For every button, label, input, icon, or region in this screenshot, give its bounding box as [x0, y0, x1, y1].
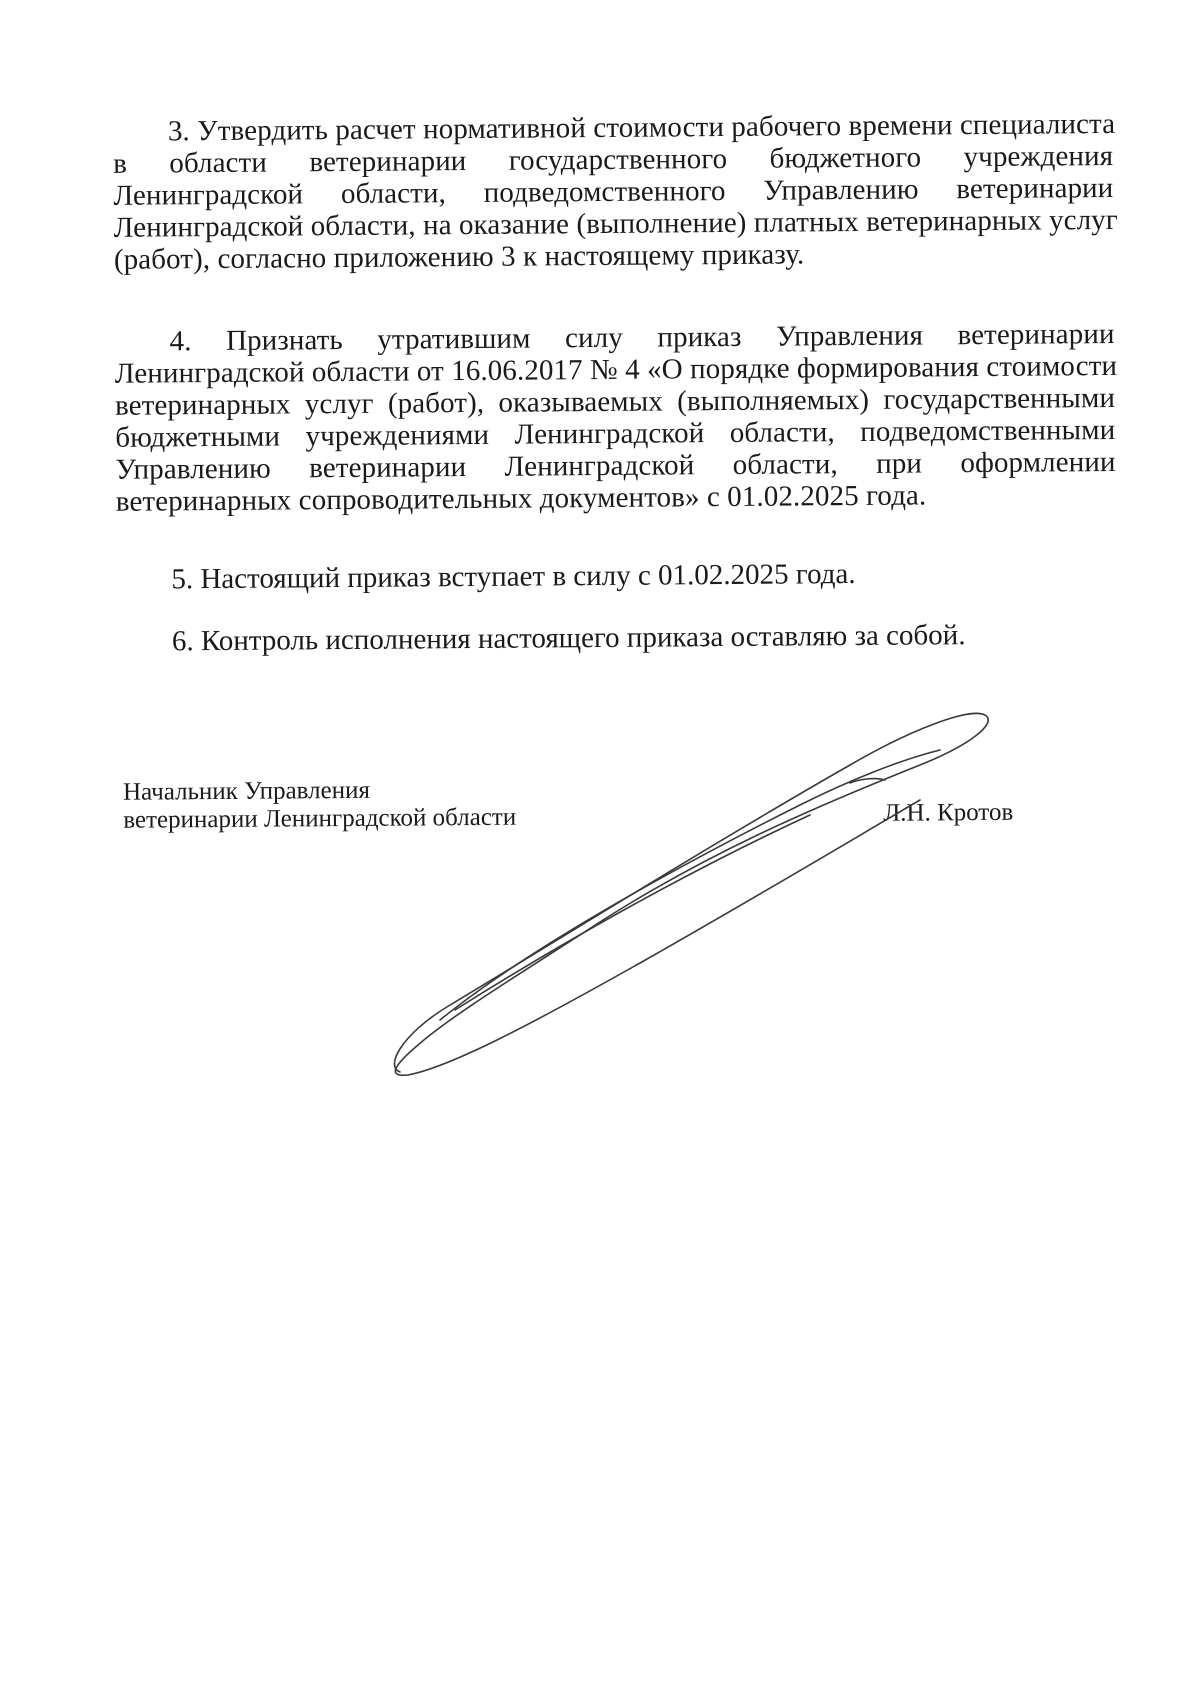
paragraph-line: 3. Утвердить расчет нормативной стоимости рабочего времени специалиста	[167, 107, 1116, 148]
paragraph-5: 5. Настоящий приказ вступает в силу с 01.02.2025 года.	[171, 557, 856, 596]
signatory-name: Л.Н. Кротов	[883, 798, 1014, 827]
paragraph-line: в области ветеринарии государственного бюджетного учреждения	[113, 139, 1114, 180]
paragraph-line: 4. Признать утратившим силу приказ Управления ветеринарии	[169, 317, 1115, 358]
paragraph-line: Ленинградской области от 16.06.2017 № 4 «О порядке формирования стоимости	[114, 349, 1118, 390]
paragraph-6: 6. Контроль исполнения настоящего приказа оставляю за собой.	[171, 619, 966, 658]
paragraph-line: ветеринарных услуг (работ), оказываемых (выполняемых) государственными	[114, 381, 1116, 422]
paragraph-line: (работ), согласно приложению 3 к настоящему приказу.	[113, 238, 805, 276]
paragraph-line: Ленинградской области, на оказание (выполнение) платных ветеринарных услуг	[113, 203, 1118, 244]
paragraph-line: бюджетными учреждениями Ленинградской области, подведомственными	[115, 413, 1116, 454]
paragraph-line: Ленинградской области, подведомственного Управлению ветеринарии	[113, 171, 1114, 212]
paragraph-line: Управлению ветеринарии Ленинградской области, при оформлении	[115, 445, 1116, 486]
signatory-title-line: Начальник Управления	[122, 776, 371, 806]
paragraph-4	[114, 317, 1118, 518]
paragraph-3	[113, 107, 1118, 276]
signatory-title-line: ветеринарии Ленинградской области	[123, 803, 517, 834]
handwritten-signature	[380, 705, 1020, 1085]
paragraph-line: ветеринарных сопроводительных документов» с 01.02.2025 года.	[115, 479, 927, 518]
